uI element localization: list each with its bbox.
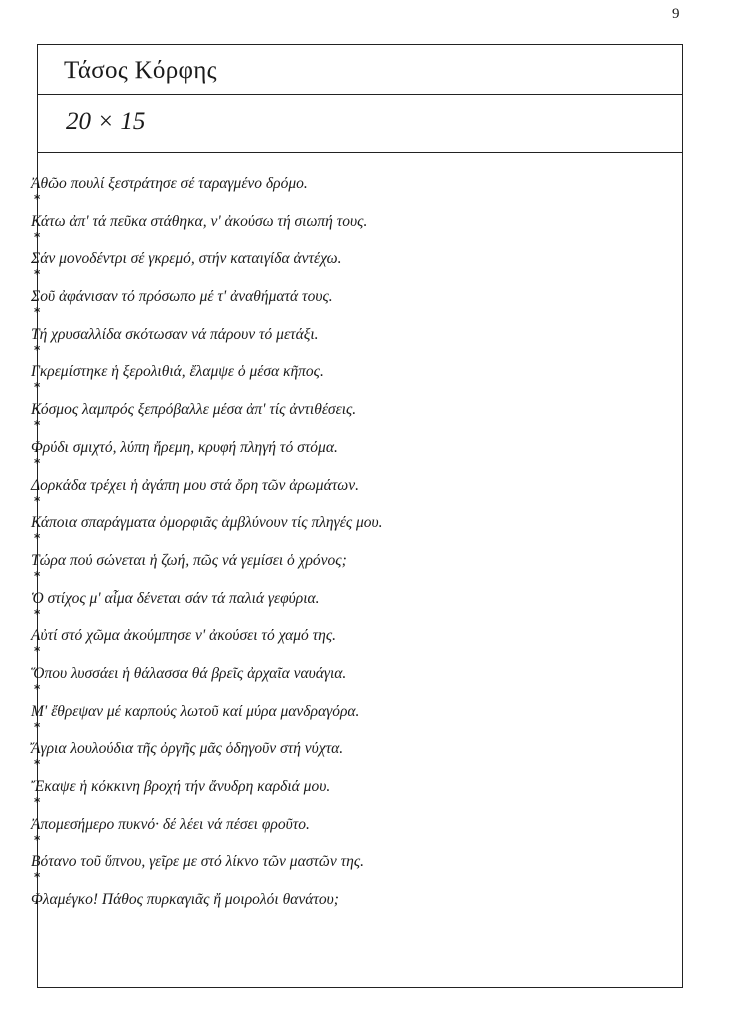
verse-line	[31, 552, 621, 590]
verse-line	[31, 175, 621, 213]
verse-separator: *	[34, 568, 41, 583]
verse-text: Δορκάδα τρέχει ἡ ἀγάπη μου στά ὄρη τῶν ἀρωμάτων.	[31, 476, 359, 494]
verse-separator: *	[34, 305, 41, 320]
verse-separator: *	[34, 606, 41, 621]
verse-separator: *	[34, 267, 41, 282]
verse-text: Φρύδι σμιχτό, λύπη ἤρεμη, κρυφή πληγή τό στόμα.	[31, 438, 338, 456]
verse-line	[31, 401, 621, 439]
verse-line	[31, 439, 621, 477]
verse-text: Ἀπομεσήμερο πυκνό· δέ λέει νά πέσει φροῦτο.	[31, 815, 310, 833]
verse-line	[31, 703, 621, 741]
verse-line	[31, 627, 621, 665]
verse-separator: *	[34, 531, 41, 546]
verse-separator: *	[34, 380, 41, 395]
verse-line	[31, 891, 621, 929]
verse-line	[31, 288, 621, 326]
verse-separator: *	[34, 455, 41, 470]
verse-separator: *	[34, 757, 41, 772]
verse-text: Βότανο τοῦ ὕπνου, γεῖρε με στό λίκνο τῶν μαστῶν της.	[31, 853, 365, 871]
poem-title: 20 × 15	[66, 108, 146, 135]
verse-line	[31, 665, 621, 703]
verse-line	[31, 778, 621, 816]
verse-line	[31, 590, 621, 628]
title-row	[38, 95, 682, 153]
verse-text: Σοῦ ἀφάνισαν τό πρόσωπο μέ τ' ἀναθήματά τους.	[31, 288, 333, 306]
verse-separator: *	[34, 342, 41, 357]
verse-text: Κάτω ἀπ' τά πεῦκα στάθηκα, ν' ἀκούσω τή σιωπή τους.	[31, 212, 368, 230]
page-number: 9	[672, 6, 680, 22]
verse-text: Ἀθῶο πουλί ξεστράτησε σέ ταραγμένο δρόμο.	[31, 175, 308, 192]
verse-text: Κάποια σπαράγματα ὀμορφιᾶς ἀμβλύνουν τίς πληγές μου.	[31, 514, 383, 532]
verse-line	[31, 213, 621, 251]
verse-separator: *	[34, 719, 41, 734]
verse-text: Μ' ἔθρεψαν μέ καρπούς λωτοῦ καί μύρα μανδραγόρα.	[31, 702, 360, 720]
verse-separator: *	[34, 493, 41, 508]
author-row	[38, 45, 682, 95]
verse-line	[31, 363, 621, 401]
verse-text: Γκρεμίστηκε ἡ ξερολιθιά, ἔλαμψε ὁ μέσα κῆπος.	[31, 363, 324, 381]
verse-text: Τώρα πού σώνεται ἡ ζωή, πῶς νά γεμίσει ὁ χρόνος;	[31, 551, 347, 569]
verse-separator: *	[34, 229, 41, 244]
verse-line	[31, 514, 621, 552]
verse-line	[31, 853, 621, 891]
verse-line	[31, 740, 621, 778]
verse-text: Ἔκαψε ἡ κόκκινη βροχή τήν ἄνυδρη καρδιά μου.	[31, 778, 331, 795]
verse-list	[31, 175, 621, 929]
verse-line	[31, 816, 621, 854]
verse-separator: *	[34, 418, 41, 433]
verse-separator: *	[34, 644, 41, 659]
verse-separator: *	[34, 192, 41, 206]
verse-text: Ὅπου λυσσάει ἡ θάλασσα θά βρεῖς ἀρχαῖα ναυάγια.	[31, 664, 347, 682]
verse-text: Ὁ στίχος μ' αἷμα δένεται σάν τά παλιά γεφύρια.	[31, 589, 320, 607]
verse-line	[31, 326, 621, 364]
verse-text: Αὐτί στό χῶμα ἀκούμπησε ν' ἀκούσει τό χαμό της.	[31, 627, 337, 645]
verse-separator: *	[34, 681, 41, 696]
verse-line	[31, 477, 621, 515]
verse-text: Φλαμέγκο! Πάθος πυρκαγιᾶς ἤ μοιρολόι θανάτου;	[31, 891, 339, 909]
verse-text: Κόσμος λαμπρός ξεπρόβαλλε μέσα ἀπ' τίς ἀντιθέσεις.	[31, 401, 357, 419]
verse-line	[31, 250, 621, 288]
verse-separator: *	[34, 870, 41, 885]
verse-separator: *	[34, 795, 41, 809]
verse-text: Σάν μονοδέντρι σέ γκρεμό, στήν καταιγίδα ἀντέχω.	[31, 250, 342, 268]
author-name: Τάσος Κόρφης	[64, 57, 217, 84]
verse-text: Τή χρυσαλλίδα σκότωσαν νά πάρουν τό μετάξι.	[31, 325, 319, 343]
verse-text: Ἄγρια λουλούδια τῆς ὀργῆς μᾶς ὁδηγοῦν στή νύχτα.	[31, 740, 344, 758]
verse-separator: *	[34, 832, 41, 847]
